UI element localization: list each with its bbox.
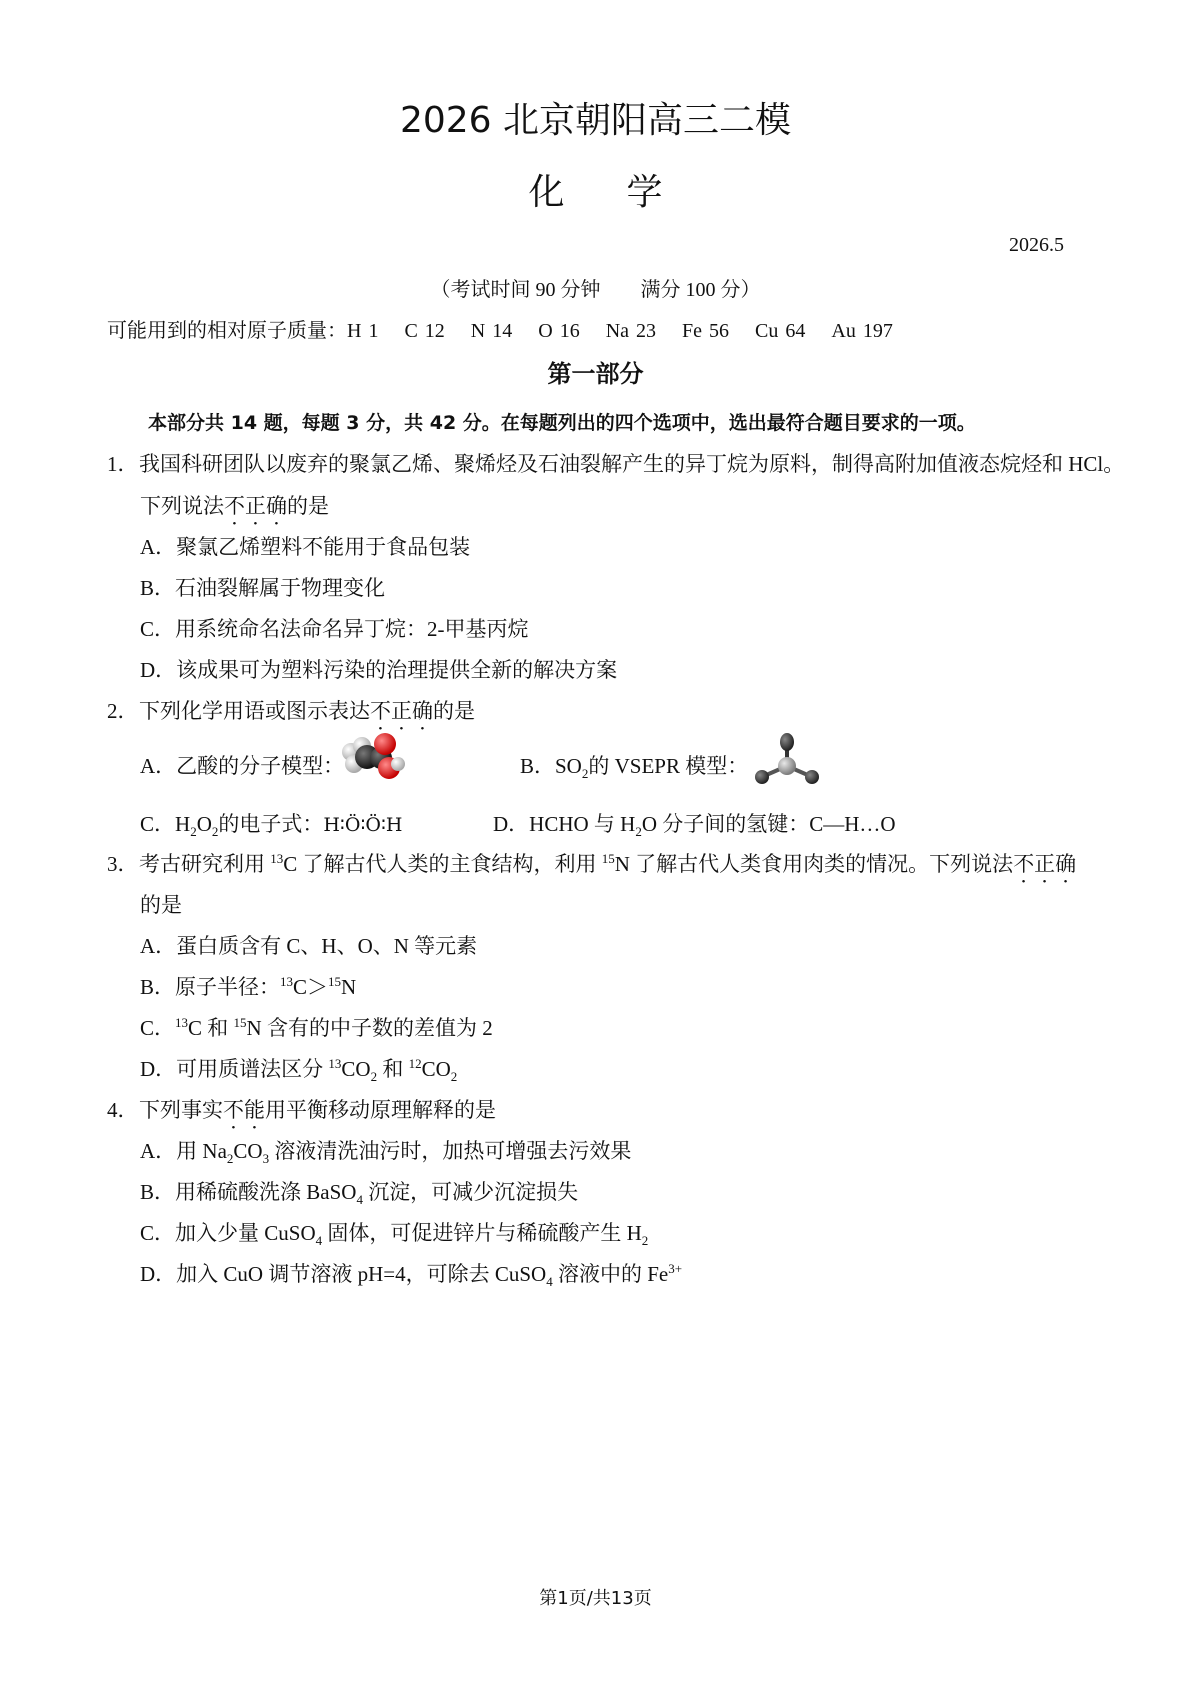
question-text: 的是 [287,494,329,518]
subscript: 2 [635,824,642,840]
option-text: CO [341,1057,371,1081]
superscript: 15 [601,851,615,866]
q4-option-d [140,1258,682,1288]
subscript: 3 [262,1151,270,1167]
option-text: CO [233,1139,263,1163]
option-text: D．加入 CuO 调节溶液 pH=4，可除去 CuSO [140,1262,547,1286]
so2-vsepr-model-image [752,730,822,790]
q1-option-d: D．该成果可为塑料污染的治理提供全新的解决方案 [140,658,618,682]
atomic-mass-line [107,314,893,343]
option-text: N 含有的中子数的差值为 2 [246,1016,493,1040]
option-text: 和 [377,1057,409,1081]
q4-option-a [140,1135,631,1165]
q2-option-a: A．乙酸的分子模型： [140,754,345,778]
superscript: 13 [328,1056,342,1071]
subscript: 2 [190,824,197,840]
option-text: B．原子半径： [140,975,281,999]
q1-option-b: B．石油裂解属于物理变化 [140,576,386,600]
atomic-mass-n: N 14 [470,320,513,342]
atomic-mass-na: Na 23 [605,320,657,342]
subscript: 4 [356,1192,363,1208]
subscript: 2 [211,824,219,840]
option-text: C．加入少量 CuSO [140,1221,316,1245]
emphasis-text: 不正确 [1013,852,1077,876]
question-text: 考古研究利用 [139,852,271,876]
question-number: 1． [107,452,139,476]
part-title: 第一部分 [547,360,644,388]
option-text: C．H [140,812,191,836]
subscript: 2 [370,1069,378,1085]
q2-option-c [140,808,403,838]
subject-title: 化学 [528,172,725,213]
q1-option-a: A．聚氯乙烯塑料不能用于食品包装 [140,535,471,559]
option-text: 的 VSEPR 模型： [588,754,749,778]
option-text: B．SO [520,754,582,778]
atomic-mass-o: O 16 [538,320,580,342]
superscript: 3+ [668,1261,683,1276]
subscript: 4 [546,1274,553,1290]
superscript: 15 [233,1015,247,1030]
q2-option-b [520,750,748,780]
option-text: B．用稀硫酸洗涤 BaSO [140,1180,357,1204]
q3-option-c [140,1012,493,1042]
option-text: 的电子式： [218,812,324,836]
emphasis-text: 不正确 [224,494,287,518]
atomic-mass-h: H 1 [347,320,379,342]
question-1 [107,448,1124,478]
q3-option-d [140,1053,457,1083]
atomic-mass-au: Au 197 [831,320,893,342]
electron-formula: H∶Ö∶Ö∶H [323,814,403,836]
emphasis-text: 不能 [223,1098,265,1122]
question-text: C 了解古代人类的主食结构，利用 [283,852,602,876]
question-3 [107,848,1076,888]
superscript: 13 [280,974,294,989]
question-text: 下列说法 [140,494,224,518]
q3-option-a: A．蛋白质含有 C、H、O、N 等元素 [140,934,478,958]
page-footer: 第1页/共13页 [539,1588,652,1609]
option-text: A．用 Na [140,1139,227,1163]
exam-info: （考试时间 90 分钟 满分 100 分） [430,279,761,301]
exam-title: 2026 北京朝阳高三二模 [399,100,792,141]
option-text: O [196,812,212,836]
atomic-mass-c: C 12 [404,320,445,342]
question-text: 下列事实 [139,1098,223,1122]
atomic-mass-fe: Fe 56 [682,320,730,342]
exam-date: 2026.5 [1009,234,1064,256]
question-text: 我国科研团队以废弃的聚氯乙烯、聚烯烃及石油裂解产生的异丁烷为原料，制得高附加值液态烷烃和 HCl。 [139,452,1125,476]
q2-option-d [493,808,896,838]
question-text: 的是 [433,699,475,723]
q4-option-c [140,1217,648,1247]
subscript: 2 [641,1233,649,1249]
q3-option-b [140,971,356,1001]
subscript: 2 [450,1069,458,1085]
question-text: 下列化学用语或图示表达 [139,699,370,723]
option-text: 固体，可促进锌片与稀硫酸产生 H [322,1221,642,1245]
subscript: 2 [226,1151,234,1167]
subscript: 4 [315,1233,323,1249]
option-text: C 和 [188,1016,234,1040]
superscript: 13 [175,1015,189,1030]
atomic-mass-label: 可能用到的相对原子质量： [107,320,347,342]
option-text: C＞ [293,975,329,999]
atomic-mass-cu: Cu 64 [755,320,806,342]
question-4 [107,1094,496,1134]
question-1-line2 [140,490,329,530]
option-text: D．HCHO 与 H [493,812,636,836]
option-text: 沉淀，可减少沉淀损失 [362,1180,579,1204]
option-text: D．可用质谱法区分 [140,1057,329,1081]
emphasis-text: 不正确 [370,699,433,723]
question-2 [107,695,475,735]
acetic-acid-model-image [338,730,408,782]
question-3-line2: 的是 [140,893,182,917]
question-number: 2． [107,699,139,723]
option-text: CO [421,1057,451,1081]
option-text: N [341,975,357,999]
question-number: 3． [107,852,139,876]
q1-option-c: C．用系统命名法命名异丁烷：2-甲基丙烷 [140,617,529,641]
superscript: 12 [408,1056,422,1071]
q4-option-b [140,1176,578,1206]
superscript: 13 [270,851,284,866]
question-number: 4． [107,1098,139,1122]
superscript: 15 [328,974,342,989]
question-text: N 了解古代人类食用肉类的情况。下列说法 [614,852,1014,876]
option-text: C． [140,1016,176,1040]
option-text: O 分子间的氢键：C—H…O [641,812,896,836]
question-text: 用平衡移动原理解释的是 [265,1098,496,1122]
subscript: 2 [581,766,589,782]
option-text: 溶液清洗油污时，加热可增强去污效果 [269,1139,632,1163]
option-text: 溶液中的 Fe [552,1262,669,1286]
part-instruction: 本部分共 14 题，每题 3 分，共 42 分。在每题列出的四个选项中，选出最符合题目要求的一项。 [148,412,976,434]
